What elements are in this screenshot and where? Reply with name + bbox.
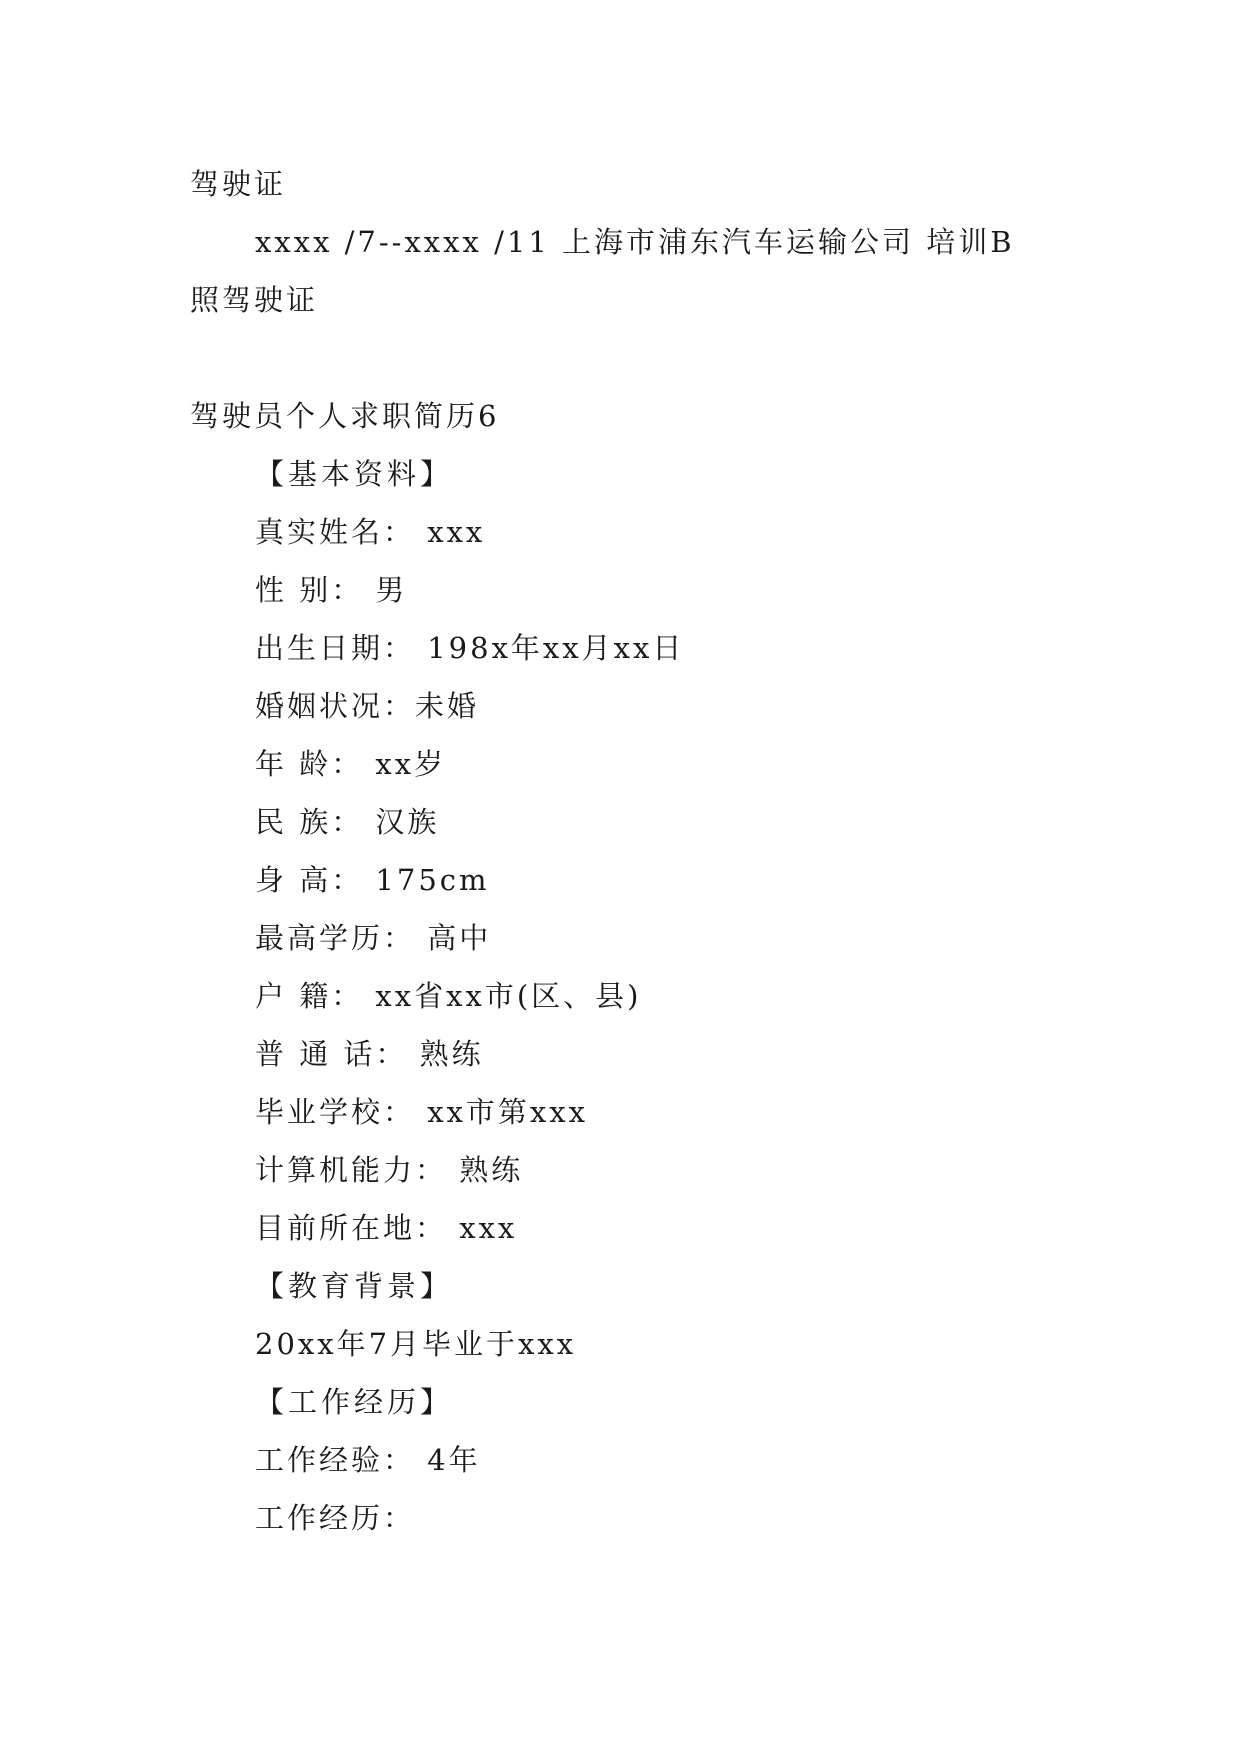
- text-line-license-heading: 驾驶证: [190, 167, 287, 201]
- field-marital-status: 婚姻状况：未婚: [255, 689, 480, 723]
- field-graduated-school: 毕业学校： xx市第xxx: [255, 1095, 588, 1129]
- field-real-name: 真实姓名： xxx: [255, 515, 486, 549]
- field-work-experience: 工作经验： 4年: [255, 1443, 481, 1477]
- field-age: 年 龄： xx岁: [255, 747, 447, 781]
- field-education-level: 最高学历： 高中: [255, 921, 492, 955]
- field-computer-skill: 计算机能力： 熟练: [255, 1153, 524, 1187]
- text-line-training-record: xxxx /7--xxxx /11 上海市浦东汽车运输公司 培训B: [255, 225, 1015, 259]
- section-heading-education: 【教育背景】: [255, 1269, 454, 1303]
- field-work-history: 工作经历：: [255, 1501, 416, 1535]
- resume-title: 驾驶员个人求职简历6: [190, 399, 500, 433]
- field-household-registration: 户 籍： xx省xx市(区、县): [255, 979, 642, 1013]
- section-heading-basic-info: 【基本资料】: [255, 457, 454, 491]
- section-heading-work-history: 【工作经历】: [255, 1385, 454, 1419]
- field-mandarin: 普 通 话： 熟练: [255, 1037, 484, 1071]
- education-entry: 20xx年7月毕业于xxx: [255, 1327, 577, 1361]
- field-height: 身 高： 175cm: [255, 863, 490, 897]
- field-birth-date: 出生日期： 198x年xx月xx日: [255, 631, 685, 665]
- field-ethnicity: 民 族： 汉族: [255, 805, 440, 839]
- field-gender: 性 别： 男: [255, 573, 408, 607]
- text-line-license-type: 照驾驶证: [190, 283, 319, 317]
- field-current-location: 目前所在地： xxx: [255, 1211, 518, 1245]
